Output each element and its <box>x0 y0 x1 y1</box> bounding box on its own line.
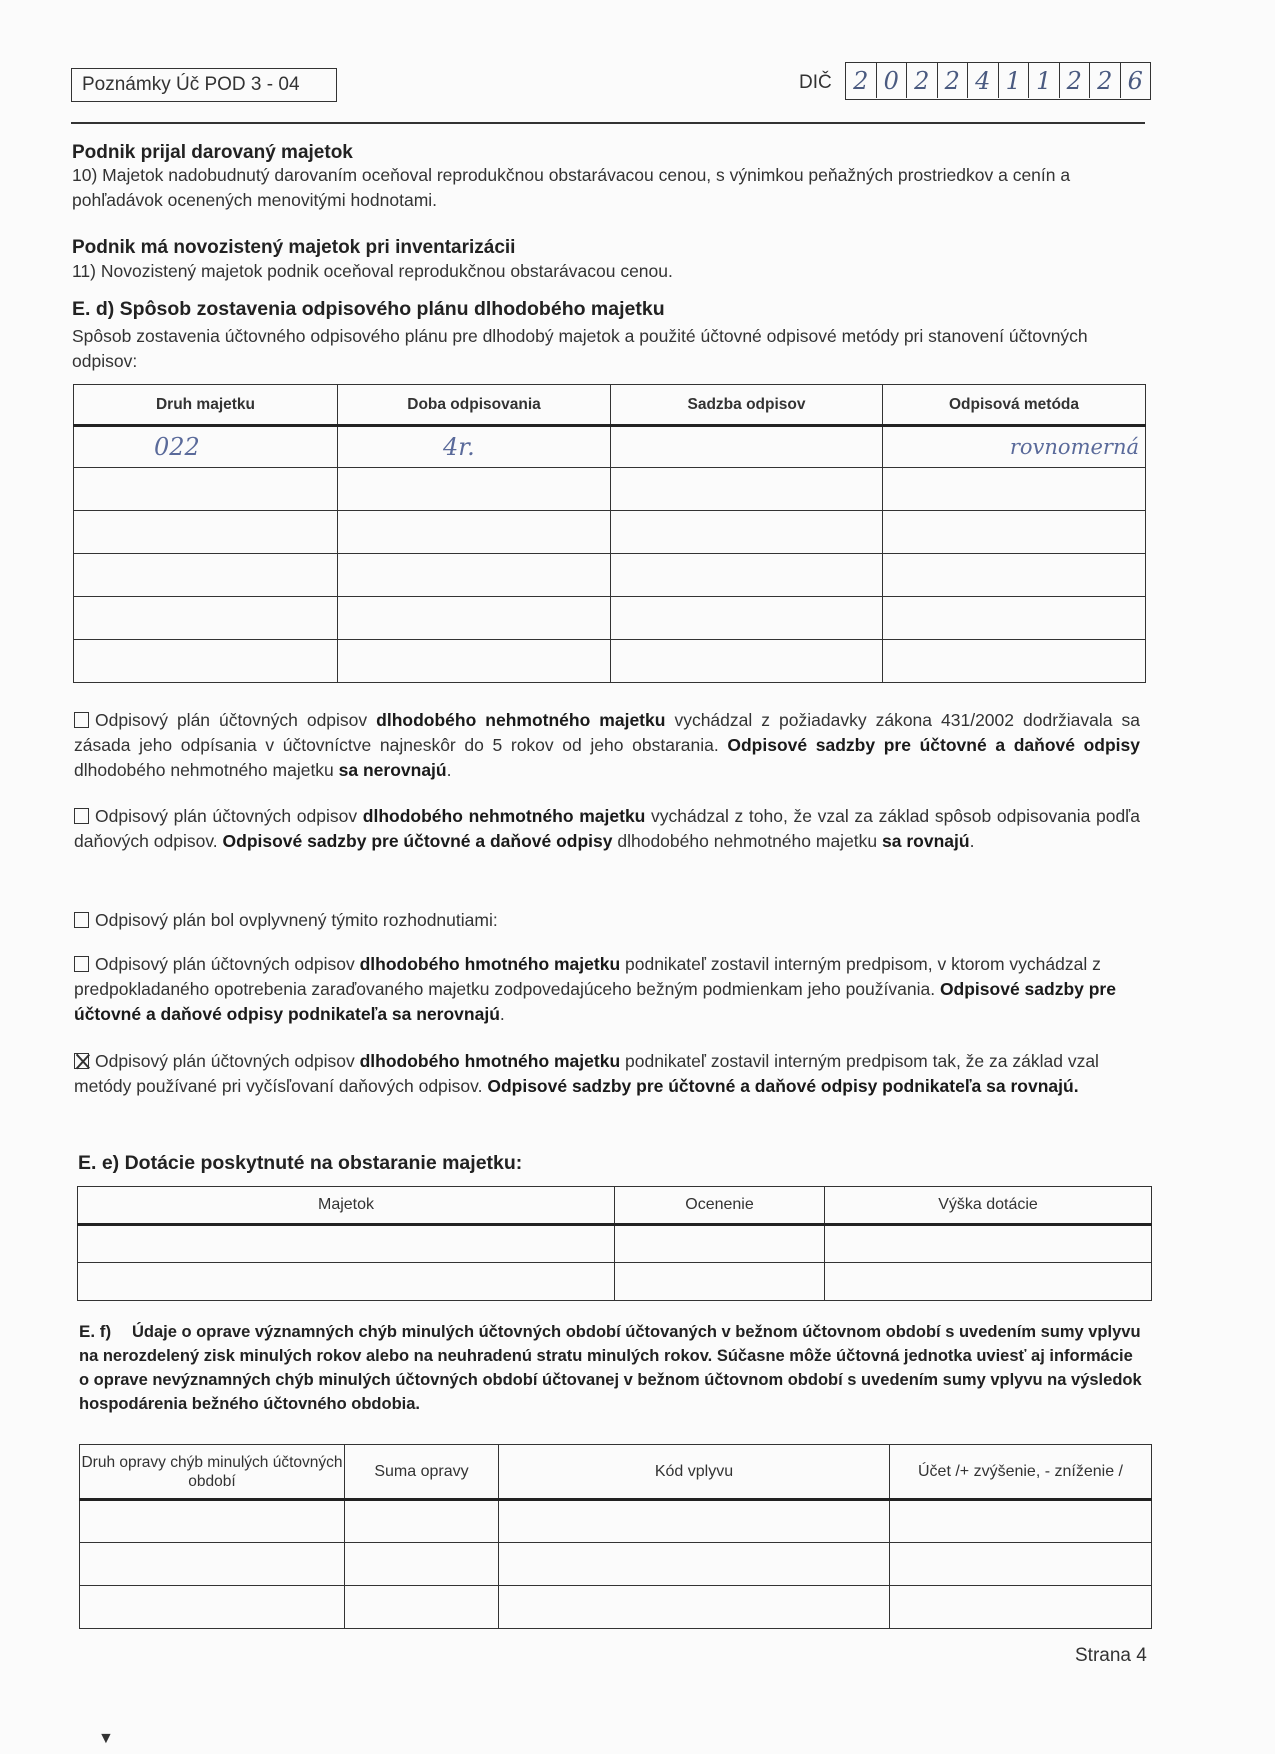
column-header: Doba odpisovania <box>338 385 611 426</box>
checkbox[interactable] <box>74 712 89 728</box>
table-cell[interactable] <box>338 597 611 640</box>
table-cell[interactable] <box>611 511 883 554</box>
table-cell[interactable] <box>338 640 611 683</box>
table-row <box>80 1543 1152 1586</box>
column-header: Účet /+ zvýšenie, - zníženie / <box>890 1445 1152 1500</box>
option-intangible-equal <box>74 804 1140 854</box>
table-cell[interactable] <box>611 640 883 683</box>
column-header: Druh majetku <box>74 385 338 426</box>
option-text-bold: Odpisové sadzby pre účtovné a daňové odpisy podnikateľa sa nerovnajú <box>74 979 1116 1024</box>
donated-heading: Podnik prijal darovaný majetok <box>72 142 353 163</box>
table-cell[interactable] <box>338 468 611 511</box>
column-header: Kód vplyvu <box>499 1445 890 1500</box>
option-text: vychádzal z toho, že vzal za základ spôsob odpisovania podľa daňových odpisov. <box>74 806 1141 851</box>
option-tangible-not-equal <box>74 952 1140 1027</box>
error-corrections-table <box>79 1444 1152 1629</box>
dic-digit[interactable]: 6 <box>1127 66 1143 95</box>
table-row <box>78 1263 1152 1301</box>
table-cell[interactable] <box>825 1225 1152 1263</box>
dic-field[interactable] <box>845 62 1151 100</box>
asset-type-cell[interactable]: 022 <box>74 426 338 468</box>
table-cell[interactable] <box>74 468 338 511</box>
column-header: Druh opravy chýb minulých účtovných období <box>80 1445 345 1500</box>
checkbox-checked[interactable] <box>74 1053 89 1069</box>
option-text-bold: dlhodobého hmotného majetku <box>359 1051 621 1071</box>
table-cell[interactable] <box>611 554 883 597</box>
dic-digit[interactable]: 2 <box>938 63 969 98</box>
subsidies-table <box>77 1186 1152 1301</box>
table-row <box>78 1225 1152 1263</box>
table-cell[interactable] <box>611 597 883 640</box>
table-cell[interactable] <box>499 1500 890 1543</box>
option-text: Odpisový plán účtovných odpisov <box>95 806 363 826</box>
table-cell[interactable] <box>890 1586 1152 1629</box>
column-header: Sadzba odpisov <box>611 385 883 426</box>
dic-digit[interactable]: 1 <box>999 63 1030 98</box>
depreciation-rate-cell[interactable] <box>611 426 883 468</box>
dic-digit[interactable]: 0 <box>877 63 908 98</box>
dic-digit[interactable]: 4 <box>968 63 999 98</box>
donated-text: 10) Majetok nadobudnutý darovaním oceňoval reprodukčnou obstarávacou cenou, s výnimkou peňažných prostriedkov a cenín a pohľadávok ocenených menovitými hodnotami. <box>72 165 1071 210</box>
depreciation-period-cell[interactable]: 4r. <box>338 426 611 468</box>
option-tangible-equal <box>74 1049 1140 1099</box>
column-header: Odpisová metóda <box>883 385 1146 426</box>
header-divider <box>71 122 1145 124</box>
option-text: Odpisový plán bol ovplyvnený týmito rozhodnutiami: <box>95 910 498 930</box>
table-cell[interactable] <box>615 1225 825 1263</box>
table-cell[interactable] <box>78 1263 615 1301</box>
option-text: vychádzal z požiadavky zákona 431/2002 dodržiavala sa zásada jeho odpísania v účtovníctve najneskôr do 5 rokov od jeho obstarania. <box>74 710 1141 755</box>
option-text: . <box>969 831 975 851</box>
option-text: podnikateľ zostavil interným predpisom tak, že za základ vzal metódy používané pri vyčísľovaní daňových odpisov. <box>74 1051 1099 1096</box>
table-cell[interactable] <box>883 597 1146 640</box>
table-cell[interactable] <box>80 1586 345 1629</box>
table-cell[interactable] <box>499 1586 890 1629</box>
table-row <box>80 1586 1152 1629</box>
column-header: Výška dotácie <box>825 1187 1152 1225</box>
table-cell[interactable] <box>338 511 611 554</box>
table-cell[interactable] <box>74 554 338 597</box>
section-ee-heading: E. e) Dotácie poskytnuté na obstaranie majetku: <box>78 1152 523 1174</box>
found-text: 11) Novozistený majetok podnik oceňoval reprodukčnou obstarávacou cenou. <box>72 261 673 281</box>
option-text: dlhodobého nehmotného majetku <box>74 760 339 780</box>
section-ef-label: E. f) <box>79 1322 112 1341</box>
depreciation-plan-table <box>73 384 1146 683</box>
option-text-bold: Odpisové sadzby pre účtovné a daňové odpisy podnikateľa sa rovnajú. <box>487 1076 1079 1096</box>
table-cell[interactable] <box>615 1263 825 1301</box>
table-row <box>80 1500 1152 1543</box>
table-cell[interactable] <box>80 1500 345 1543</box>
column-header: Majetok <box>78 1187 615 1225</box>
table-cell[interactable] <box>883 554 1146 597</box>
table-cell[interactable] <box>338 554 611 597</box>
table-row <box>74 597 1146 640</box>
option-text: . <box>446 760 452 780</box>
option-intangible-not-equal <box>74 708 1140 783</box>
table-row <box>74 468 1146 511</box>
table-cell[interactable] <box>345 1543 499 1586</box>
table-cell[interactable] <box>74 511 338 554</box>
option-text-bold: Odpisové sadzby pre účtovné a daňové odpisy <box>222 831 613 851</box>
dic-label: DIČ <box>799 72 832 93</box>
dic-digit[interactable]: 2 <box>1060 63 1091 98</box>
option-text: Odpisový plán účtovných odpisov <box>95 710 377 730</box>
option-text-bold: dlhodobého nehmotného majetku <box>362 806 646 826</box>
column-header: Ocenenie <box>615 1187 825 1225</box>
scan-mark-icon: ▼ <box>98 1730 114 1747</box>
found-heading: Podnik má novozistený majetok pri inventarizácii <box>72 237 516 258</box>
column-header: Suma opravy <box>345 1445 499 1500</box>
checkbox[interactable] <box>74 912 89 928</box>
table-cell[interactable] <box>74 640 338 683</box>
option-text-bold: dlhodobého hmotného majetku <box>359 954 621 974</box>
checkbox[interactable] <box>74 956 89 972</box>
option-text-bold: Odpisové sadzby pre účtovné a daňové odpisy <box>727 735 1141 755</box>
table-cell[interactable] <box>80 1543 345 1586</box>
table-cell[interactable] <box>74 597 338 640</box>
table-cell[interactable] <box>499 1543 890 1586</box>
table-cell[interactable] <box>883 468 1146 511</box>
table-cell[interactable] <box>611 468 883 511</box>
form-title: Poznámky Úč POD 3 - 04 <box>71 68 337 102</box>
option-text: dlhodobého nehmotného majetku <box>612 831 883 851</box>
table-row <box>74 426 1146 468</box>
option-influenced-by-decisions <box>74 908 1140 933</box>
table-cell[interactable] <box>890 1543 1152 1586</box>
table-row <box>74 640 1146 683</box>
dic-digit[interactable]: 2 <box>907 63 938 98</box>
section-ef-heading: Údaje o oprave významných chýb minulých účtovných období účtovaných v bežnom účtovnom období s uvedením sumy vplyvu na nerozdelený zisk minulých rokov alebo na neuhradenú stratu minulých rokov. Súčasne môže účtovná jednotka uviesť aj informácie o oprave nevýznamných chýb minulých účtovných období účtovanej v bežnom účtovnom období s uvedením sumy vplyvu na výsledok hospodárenia bežného účtovného obdobia. <box>79 1323 1142 1413</box>
table-cell[interactable] <box>825 1263 1152 1301</box>
checkbox[interactable] <box>74 808 89 824</box>
option-text: . <box>499 1004 505 1024</box>
depreciation-method-cell[interactable]: rovnomerná <box>883 426 1146 468</box>
table-cell[interactable] <box>78 1225 615 1263</box>
page-number: Strana 4 <box>1075 1645 1147 1666</box>
dic-digit[interactable]: 1 <box>1029 63 1060 98</box>
option-text-bold: sa rovnajú <box>882 831 970 851</box>
table-cell[interactable] <box>345 1586 499 1629</box>
section-ed-intro: Spôsob zostavenia účtovného odpisového plánu pre dlhodobý majetok a použité účtovné odpisové metódy pri stanovení účtovných odpisov: <box>72 326 1088 371</box>
table-row <box>74 554 1146 597</box>
section-ed-heading: E. d) Spôsob zostavenia odpisového plánu dlhodobého majetku <box>72 298 665 320</box>
option-text: podnikateľ zostavil interným predpisom, v ktorom vychádzal z predpokladaného opotrebenia zaraďovaného majetku zodpovedajúceho bežným podmienkam jeho používania. <box>74 954 1101 999</box>
option-text-bold: dlhodobého nehmotného majetku <box>376 710 666 730</box>
option-text: Odpisový plán účtovných odpisov <box>95 1051 360 1071</box>
dic-digit[interactable]: 2 <box>846 63 877 98</box>
table-row <box>74 511 1146 554</box>
dic-digit[interactable]: 2 <box>1090 63 1121 98</box>
option-text: Odpisový plán účtovných odpisov <box>95 954 360 974</box>
option-text-bold: sa nerovnajú <box>338 760 447 780</box>
table-cell[interactable] <box>883 640 1146 683</box>
table-cell[interactable] <box>890 1500 1152 1543</box>
table-cell[interactable] <box>883 511 1146 554</box>
table-cell[interactable] <box>345 1500 499 1543</box>
